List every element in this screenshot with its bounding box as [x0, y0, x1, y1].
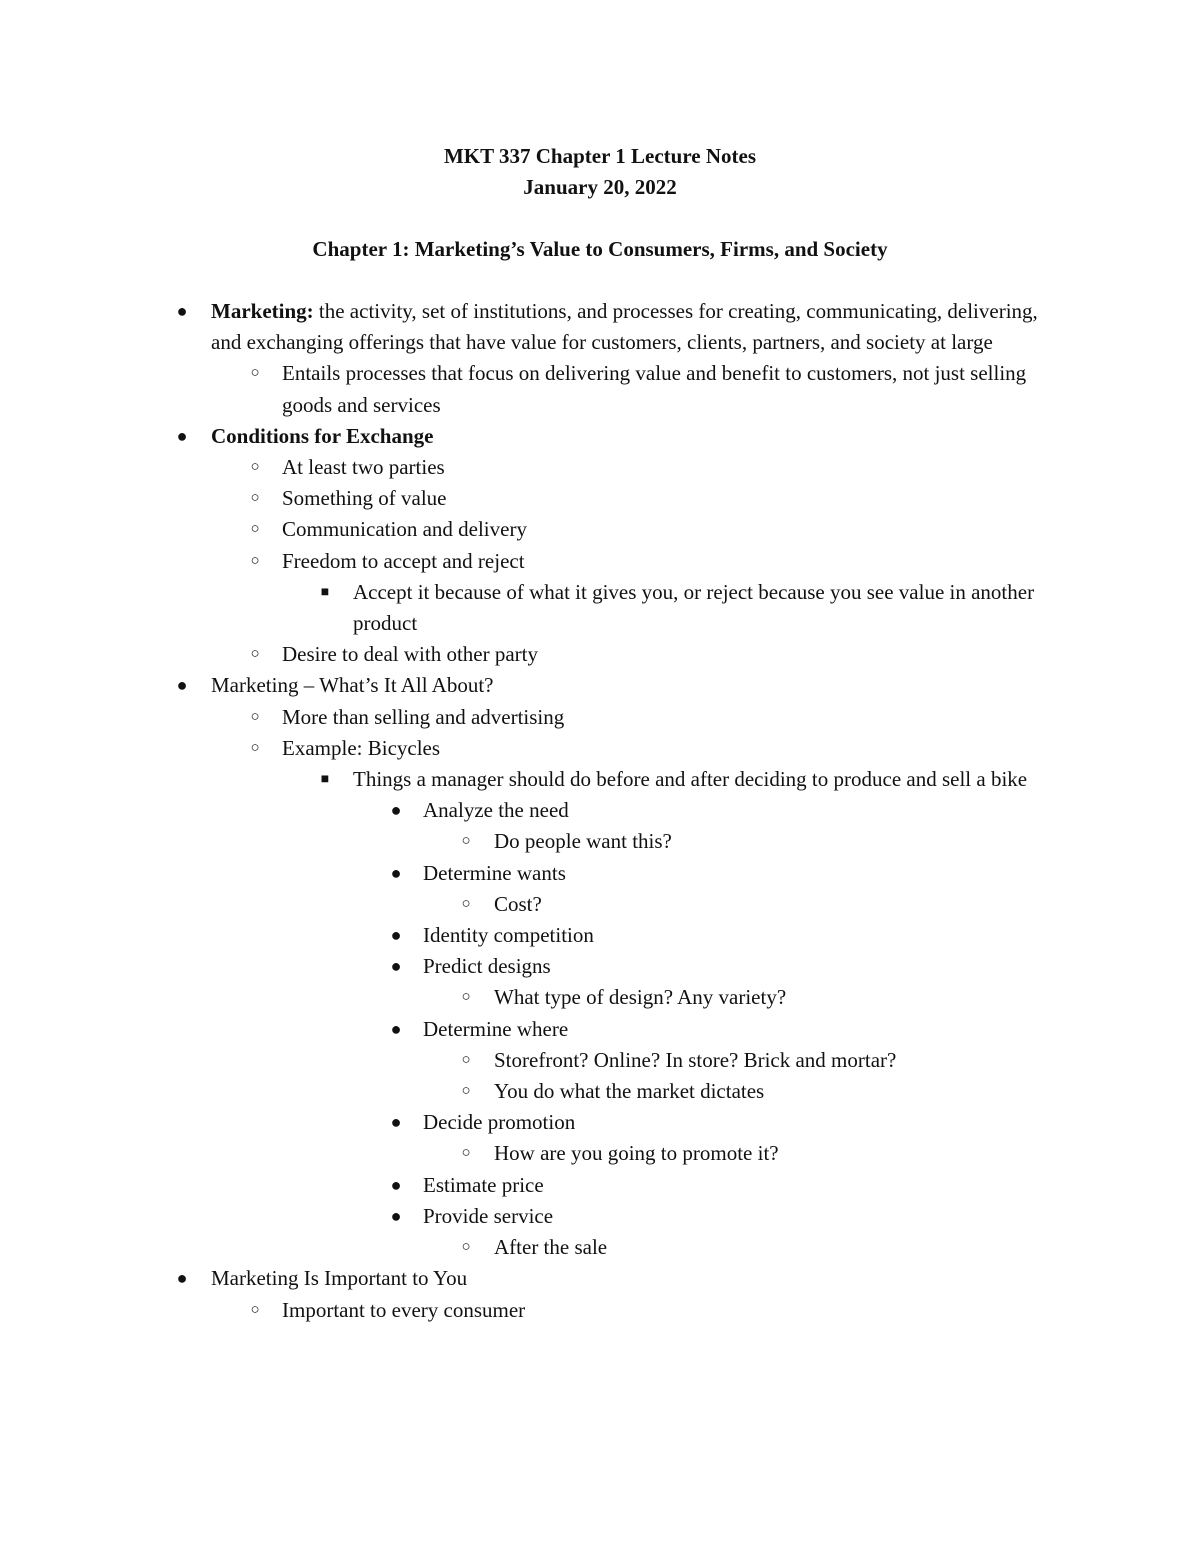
- list-item-text: Marketing Is Important to You: [211, 1266, 468, 1291]
- list-item-text: Things a manager should do before and after deciding to produce and sell a bike: [353, 767, 1028, 792]
- list-item-text: How are you going to promote it?: [494, 1141, 779, 1166]
- list-item-text: Cost?: [494, 891, 542, 916]
- disc-bullet-icon: ●: [390, 862, 402, 883]
- list-item-text: Do people want this?: [494, 829, 672, 854]
- list-item-text: Marketing – What’s It All About?: [211, 673, 494, 698]
- list-item-text: Decide promotion: [423, 1110, 576, 1135]
- list-item: [0, 1201, 1200, 1232]
- list-item: [0, 1107, 1200, 1138]
- list-item: [0, 920, 1200, 951]
- chapter-heading: Chapter 1: Marketing’s Value to Consumers, Firms, and Society: [312, 237, 888, 261]
- disc-bullet-icon: ●: [390, 800, 402, 821]
- disc-bullet-icon: ●: [390, 1018, 402, 1039]
- notes-list: [0, 296, 1200, 1326]
- list-item-text: What type of design? Any variety?: [494, 985, 787, 1010]
- list-item: [0, 764, 1200, 795]
- list-item-text: At least two parties: [282, 455, 445, 480]
- circle-bullet-icon: ○: [250, 459, 260, 476]
- disc-bullet-icon: ●: [390, 1174, 402, 1195]
- circle-bullet-icon: ○: [461, 895, 471, 912]
- list-item-text: Entails processes that focus on delivering value and benefit to customers, not just selling goods and services: [282, 361, 1027, 417]
- list-item-text: Important to every consumer: [282, 1297, 526, 1322]
- list-item: [0, 889, 1200, 920]
- list-item: [0, 702, 1200, 733]
- list-item: [0, 670, 1200, 701]
- list-item-text: More than selling and advertising: [282, 704, 565, 729]
- list-item-text: Freedom to accept and reject: [282, 548, 525, 573]
- list-item-text: Analyze the need: [423, 798, 569, 823]
- document-date: January 20, 2022: [523, 175, 677, 199]
- list-item: [0, 858, 1200, 889]
- list-item: [0, 1232, 1200, 1263]
- circle-bullet-icon: ○: [250, 1301, 260, 1318]
- list-item-text: Communication and delivery: [282, 517, 527, 542]
- circle-bullet-icon: ○: [461, 989, 471, 1006]
- list-item: [0, 577, 1200, 639]
- list-item: [0, 483, 1200, 514]
- list-item: [0, 546, 1200, 577]
- disc-bullet-icon: ●: [176, 301, 188, 321]
- list-item: [0, 1076, 1200, 1107]
- disc-bullet-icon: ●: [390, 925, 402, 946]
- list-item-text: Identity competition: [423, 923, 594, 948]
- list-item-text: You do what the market dictates: [494, 1079, 765, 1104]
- list-item: [0, 514, 1200, 545]
- list-item-text: Determine where: [423, 1016, 569, 1041]
- disc-bullet-icon: ●: [176, 1268, 188, 1289]
- circle-bullet-icon: ○: [461, 833, 471, 850]
- circle-bullet-icon: ○: [250, 552, 260, 569]
- list-item-text: Determine wants: [423, 860, 566, 885]
- list-item: [0, 639, 1200, 670]
- list-item: [0, 795, 1200, 826]
- square-bullet-icon: ■: [320, 584, 330, 600]
- circle-bullet-icon: ○: [250, 521, 260, 538]
- list-item: [0, 358, 1200, 420]
- disc-bullet-icon: ●: [176, 675, 188, 696]
- disc-bullet-icon: ●: [390, 956, 402, 977]
- list-item-text: Accept it because of what it gives you, or reject because you see value in another product: [353, 579, 1035, 636]
- circle-bullet-icon: ○: [461, 1051, 471, 1068]
- list-item-text: Predict designs: [423, 954, 551, 979]
- list-item: [0, 1045, 1200, 1076]
- list-item: [0, 1263, 1200, 1294]
- list-item: [0, 296, 1200, 358]
- list-item: [0, 452, 1200, 483]
- list-item: [0, 951, 1200, 982]
- list-item: [0, 826, 1200, 857]
- circle-bullet-icon: ○: [461, 1239, 471, 1256]
- square-bullet-icon: ■: [320, 772, 330, 788]
- list-item: [0, 1295, 1200, 1326]
- term-definition: the activity, set of institutions, and processes for creating, communicating, delivering, and exchanging offerings that have value for customers, clients, partners, and society at large: [211, 299, 1038, 355]
- circle-bullet-icon: ○: [461, 1083, 471, 1100]
- document-title: MKT 337 Chapter 1 Lecture Notes: [443, 144, 757, 168]
- list-item-text: Example: Bicycles: [282, 735, 441, 760]
- section-heading: Conditions for Exchange: [211, 423, 434, 448]
- list-item: [0, 1170, 1200, 1201]
- list-item: [0, 1014, 1200, 1045]
- list-item: [0, 733, 1200, 764]
- list-item-text: Provide service: [423, 1203, 554, 1228]
- term-label: Marketing:: [211, 299, 314, 323]
- disc-bullet-icon: ●: [390, 1112, 402, 1133]
- circle-bullet-icon: ○: [461, 1145, 471, 1162]
- list-item-text: Something of value: [282, 486, 447, 511]
- circle-bullet-icon: ○: [250, 490, 260, 507]
- circle-bullet-icon: ○: [250, 365, 260, 382]
- list-item: [0, 421, 1200, 452]
- list-item: [0, 982, 1200, 1013]
- disc-bullet-icon: ●: [390, 1205, 402, 1226]
- list-item-text: Storefront? Online? In store? Brick and mortar?: [494, 1047, 897, 1072]
- list-item-text: Estimate price: [423, 1172, 544, 1197]
- list-item: [0, 1138, 1200, 1169]
- circle-bullet-icon: ○: [250, 646, 260, 663]
- circle-bullet-icon: ○: [250, 739, 260, 756]
- list-item-text: Desire to deal with other party: [282, 642, 538, 667]
- list-item-text: After the sale: [494, 1235, 608, 1260]
- circle-bullet-icon: ○: [250, 708, 260, 725]
- disc-bullet-icon: ●: [176, 425, 188, 446]
